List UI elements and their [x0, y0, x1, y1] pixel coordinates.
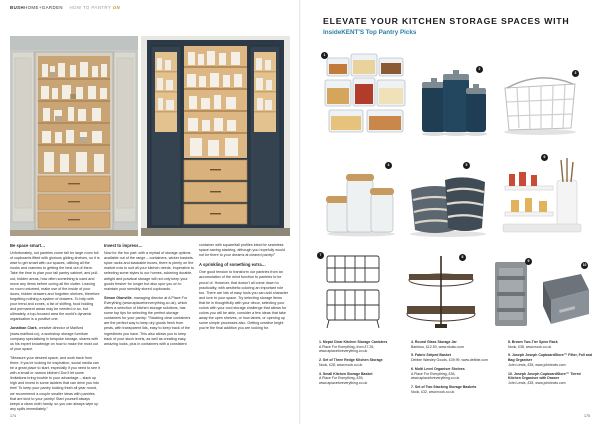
product-navy-canisters [418, 60, 490, 138]
product-clear-canisters [319, 50, 411, 138]
paragraph: Unfortunately, not pantries come tall for large room full of cupboards fitted with glorious gliding shelves, so it is wise to get smart with our spaces, utilising all the nooks and crannies to getting the best out of them. Take the time to plan your tall pantry cabinet, and pull-out, hidden areas, how often something is used and move any items before curing all the clutter. Leaving no room unturned, make use of the inside of your doors, hidden drawers and forgotten shelves, therefore forgetting nothing a system of drawers. To help with your trend and zones, a list of shifting, food holding and permanent areas may be needed or so, but ultimately, a top-focused area the world's dynamic organisation is a positive one. [10, 251, 100, 322]
paragraph: "Measure your desired space, and work back from there. If you're looking for inspiration, social media can be a great place to start, especially if you need to see it with a small or narrow kitchen! Don't let some limitations bring trouble to your advantage – slack up high and invest in some ladders that can drive you into tree! To keep your pantry looking fresh all year round, we recommend a couple smaller ideas with pantries that are kind to your pantry! Start yourself always keeps a clean cloth handy, so you can always wipe up any spills immediately." [10, 355, 100, 411]
brand-name: BUSH [10, 5, 25, 10]
product-number-badge: 10 [582, 263, 587, 267]
page-number: 175 [584, 414, 590, 418]
list-item: 4. Round Glass Storage Jar Bambuu, £12.50, www.nkuku.com [411, 340, 464, 349]
list-item: 2. Set of Three Redge Kitchen Storage Nook, £28, www.nook.co.uk [319, 358, 383, 367]
list-item: 3. Small Kitchen Storage Basket A Place For Everything, £39, www.aplaceforeverything.co.uk [319, 371, 373, 385]
pantry-photo-light [10, 36, 138, 236]
product-number-badge: 9 [525, 258, 532, 265]
section-heading: Be space smart… [10, 243, 46, 248]
product-list-column-3 [508, 340, 594, 390]
list-item: 8. Brown Two-Tier Spice Rack Nook, £38, www.nook.co.uk [508, 340, 558, 349]
product-glass-jars [321, 158, 399, 238]
paragraph: container with square/tall profiles ideal for seamless space-saving stacking, although you hopefully would not be there to your dreams at cleared pantry!" [199, 243, 285, 258]
product-tiered-organiser [501, 150, 583, 238]
running-head [10, 5, 120, 10]
page-number: 174 [10, 414, 16, 418]
list-item: 6. Multi Level Organiser Shelves A Place For Everything, £36, www.aplaceforeverything.co.uk [411, 366, 465, 381]
product-number-badge: 8 [459, 254, 466, 261]
article-column-3 [199, 243, 289, 336]
product-number-badge: 3 [572, 70, 579, 77]
pantry-photo-dark [141, 36, 290, 236]
product-number-badge: 4 [385, 162, 392, 169]
paragraph: One good tension to transform our pantries from an accumulation of the mind function to pantries to be proud of. However, that doesn't all come down to practicality, with aesthetic coloring an important role too. There are lots of easy tools you can add character and love to your space. Try selecting storage items that tie in thoughtfully with your décor, selecting your colors with your cool storage challenge that allows for colors you will be able, consider a few ideas that take away the open shelves, or how labels, or opening up some simple processes also. Getting creative bright you're the final addition you are looking for. [199, 270, 289, 331]
product-number-badge: 7 [317, 252, 324, 259]
page-headline: ELEVATE YOUR KITCHEN STORAGE SPACES WITH [323, 16, 570, 26]
section-heading: Invest to impress… [104, 243, 143, 248]
paragraph: Now for the fun part: with a myriad of storage options available out of the range – containers, wicker baskets, spice racks and stackable boxes, there is plenty on the market now to suit all your kitchen needs. Imperative to selecting some styles to our homes, adorning durable, airtight and practical storage will not only keep your goods fresher for longer but also spur you on to maintain your sensibly stored cupboards. [104, 251, 194, 291]
right-page [301, 0, 600, 424]
paragraph: Simon Glanville, managing director at A Place For Everything (www.aplaceforeverything.co.uk), which offers a selection of kitchen storage solutions, has some top tips for selecting the perfect storage containers for your pantry: "Stacking clear containers are the perfect way to keep dry goods fresh from pests, with transparent lids, easy to keep track of the ingredients you have. This also allows you to keep track of your stock levels, as well as creating easy, amazing looks, plus in containers with a consistent [104, 295, 191, 346]
article-column-2 [104, 243, 194, 351]
product-list-column-1 [319, 340, 405, 390]
paragraph: Jonathan Clark, creative director of Mailford (www.mailford.co), a workshop storage furniture company specialising in bespoke storage, shares with us his expert knowledge on how to make the most out of your space. [10, 326, 98, 351]
list-item: 1. Mepal Clear Kitchen Storage Canisters A Place For Everything, from £7.26, www.aplaceforeverything.co.uk [319, 340, 388, 354]
product-white-basket [497, 70, 583, 138]
product-number-badge: 6 [541, 154, 548, 161]
product-number-badge: 5 [463, 162, 470, 169]
product-tiered-drawer-organiser [537, 262, 593, 332]
page-subhead: InsideKENT'S Top Pantry Picks [323, 29, 417, 36]
list-item: 9. Joseph Joseph CupboardStore™ Filter, Foil and Bag Organiser John Lewis, £35, www.johnlewis.com [508, 353, 593, 367]
product-spice-rack [401, 250, 481, 332]
section-heading: A sprinkling of something extra… [199, 262, 266, 268]
list-item: 7. Set of Two Stacking Storage Baskets Nook, £32, www.nook.co.uk [411, 384, 477, 394]
article-column-1 [10, 243, 100, 416]
product-number-badge: 2 [476, 66, 483, 73]
product-striped-baskets [405, 160, 491, 238]
product-wire-baskets [319, 250, 389, 332]
list-item: 5. Fabric Striped Basket Debbie Warsley Goods, £39.99, www.debbie.com [411, 353, 488, 363]
section-label: HOW TO PANTRY ON [69, 5, 121, 10]
product-number-badge: 1 [321, 52, 328, 59]
left-page [0, 0, 299, 424]
product-foil-organiser [487, 256, 539, 332]
site-name: HOME+GARDEN [24, 5, 63, 10]
product-list-column-2 [411, 340, 497, 398]
list-item: 10. Joseph Joseph CupboardStore™ Tiered Kitchen Organiser with Drawer John Lewis, £35, www.johnlewis.com [508, 371, 581, 385]
